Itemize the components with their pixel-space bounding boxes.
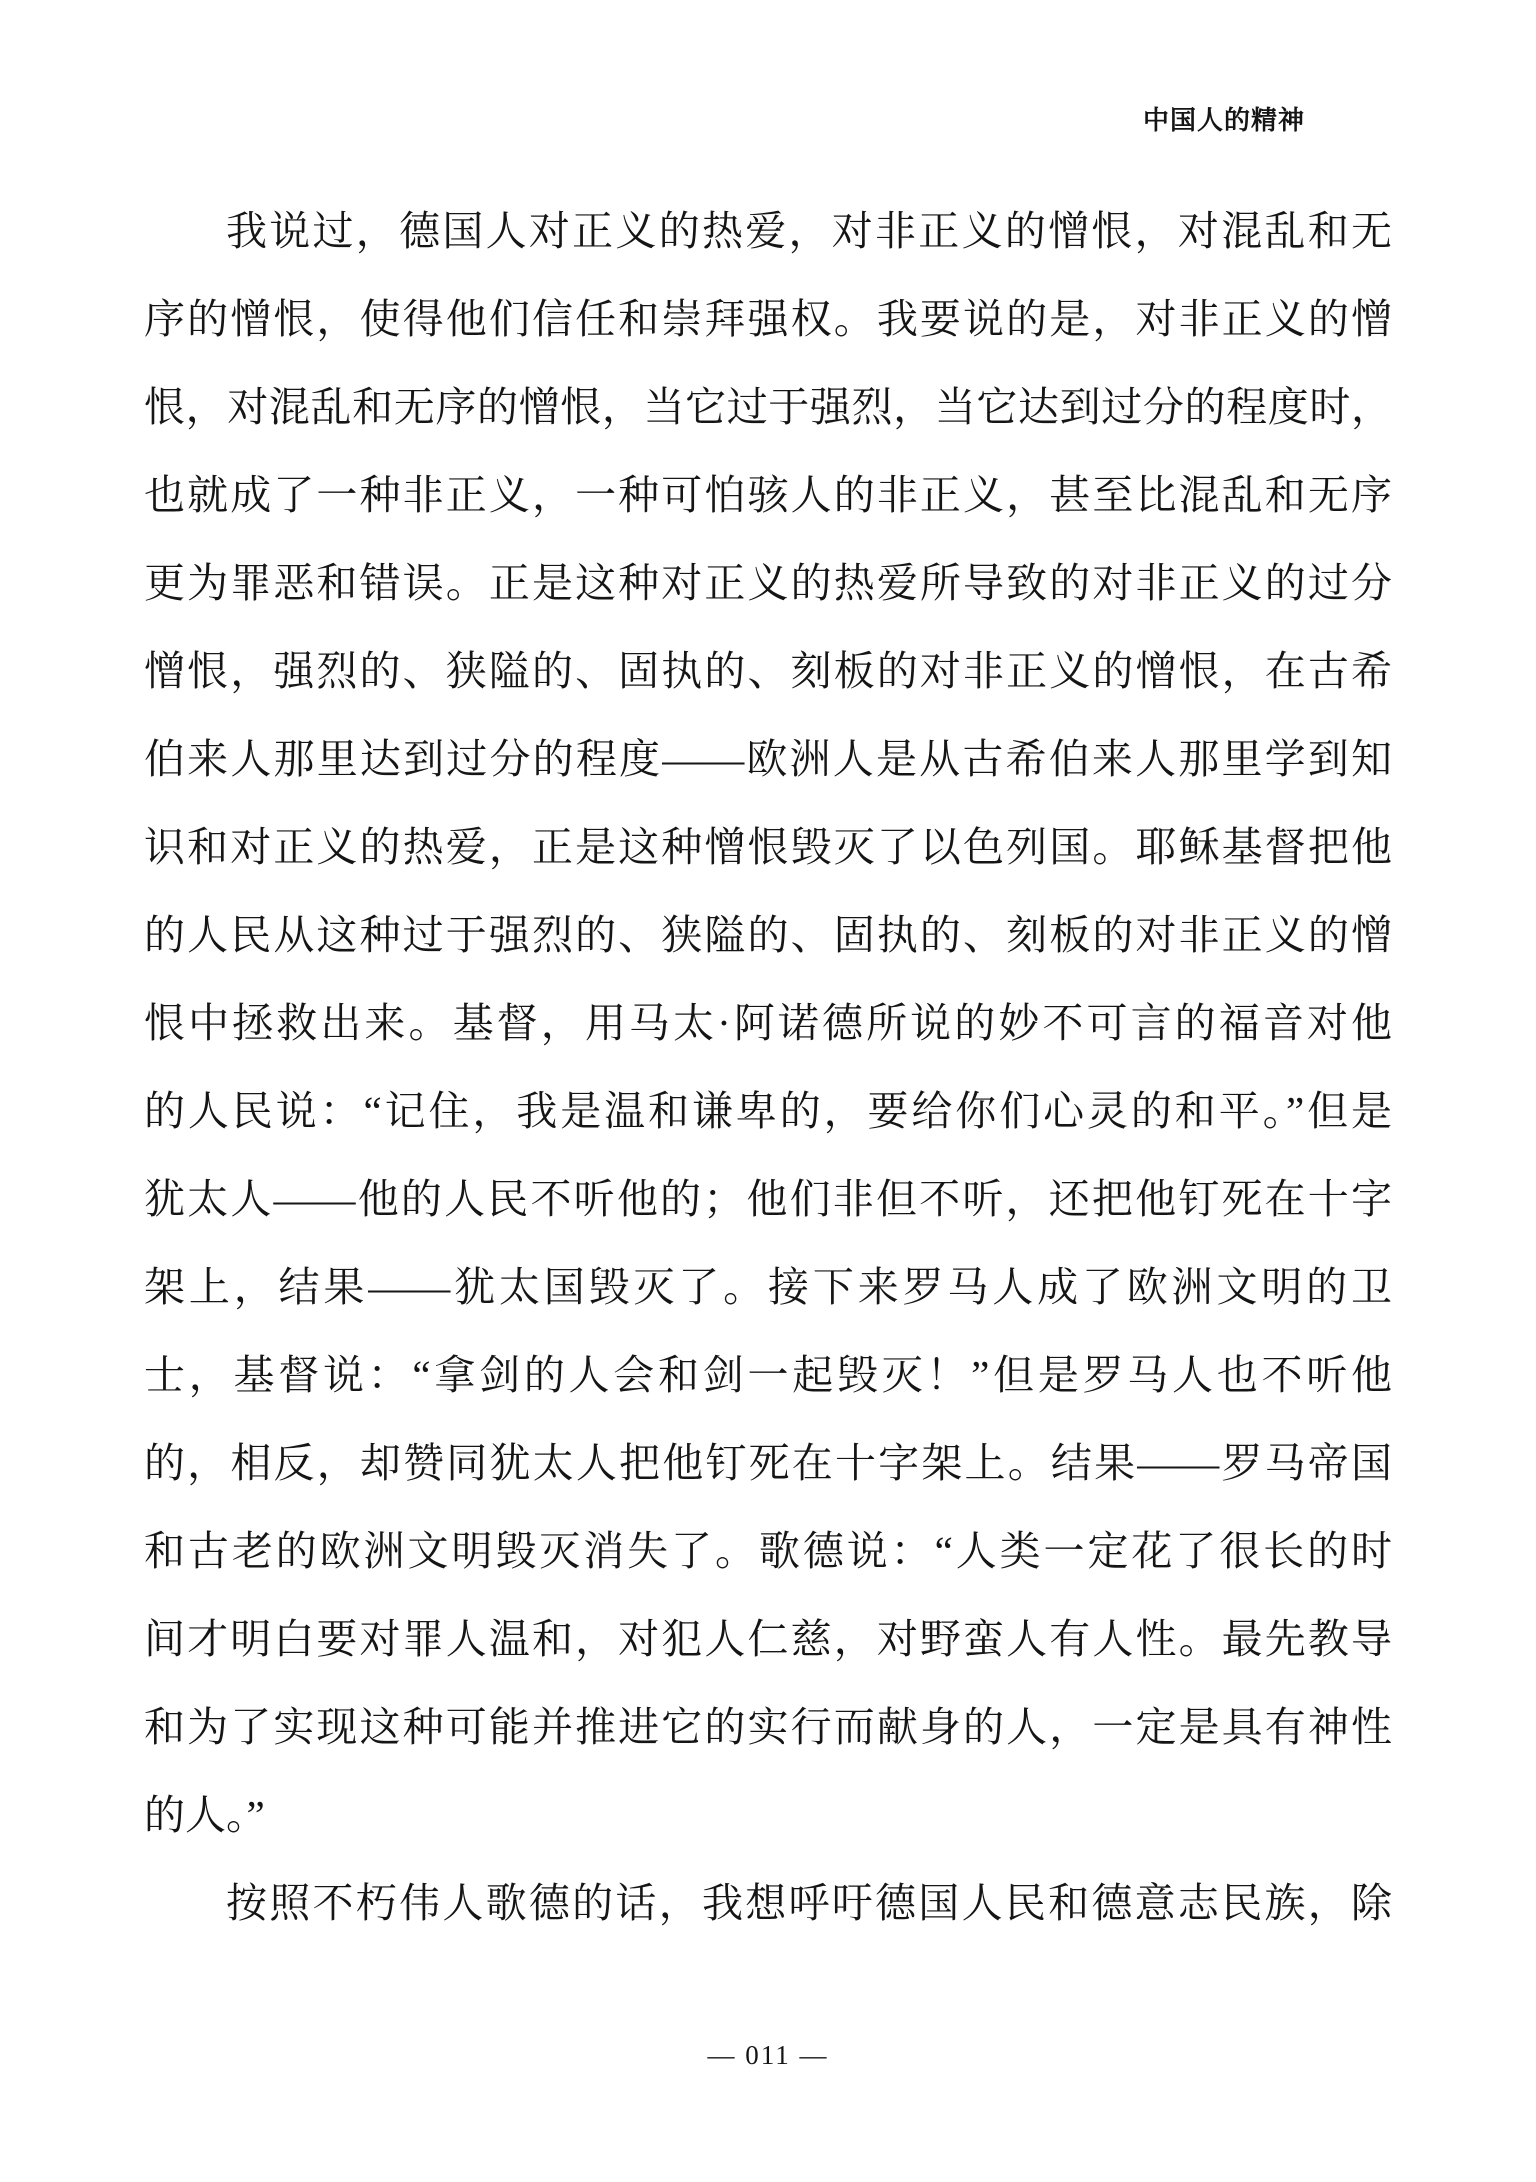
- running-header: 中国人的精神: [1142, 106, 1305, 135]
- body-text: [144, 187, 1392, 1947]
- text-line: 士，基督说：“拿剑的人会和剑一起毁灭！”但是罗马人也不听他: [144, 1352, 1392, 1398]
- text-line: 我说过，德国人对正义的热爱，对非正义的憎恨，对混乱和无: [226, 208, 1392, 254]
- text-line: 间才明白要对罪人温和，对犯人仁慈，对野蛮人有人性。最先教导: [144, 1616, 1392, 1662]
- text-line: 恨中拯救出来。基督，用马太·阿诺德所说的妙不可言的福音对他: [144, 1000, 1392, 1046]
- text-line: 犹太人——他的人民不听他的；他们非但不听，还把他钉死在十字: [144, 1176, 1392, 1222]
- text-line: 伯来人那里达到过分的程度——欧洲人是从古希伯来人那里学到知: [144, 736, 1392, 782]
- text-line: 和为了实现这种可能并推进它的实行而献身的人，一定是具有神性: [144, 1704, 1392, 1750]
- paragraph: [144, 187, 1392, 1859]
- text-line: 的人民从这种过于强烈的、狭隘的、固执的、刻板的对非正义的憎: [144, 912, 1392, 958]
- text-line: 和古老的欧洲文明毁灭消失了。歌德说：“人类一定花了很长的时: [144, 1528, 1392, 1574]
- page-number: — 011 —: [707, 2040, 829, 2070]
- text-line: 的人。”: [144, 1792, 265, 1838]
- text-line: 也就成了一种非正义，一种可怕骇人的非正义，甚至比混乱和无序: [144, 472, 1392, 518]
- text-line: 按照不朽伟人歌德的话，我想呼吁德国人民和德意志民族，除: [226, 1880, 1392, 1926]
- text-line: 架上，结果——犹太国毁灭了。接下来罗马人成了欧洲文明的卫: [144, 1264, 1392, 1310]
- paragraph: [144, 1859, 1392, 1947]
- text-line: 恨，对混乱和无序的憎恨，当它过于强烈，当它达到过分的程度时，: [144, 384, 1392, 430]
- text-line: 的，相反，却赞同犹太人把他钉死在十字架上。结果——罗马帝国: [144, 1440, 1392, 1486]
- text-line: 憎恨，强烈的、狭隘的、固执的、刻板的对非正义的憎恨，在古希: [144, 648, 1392, 694]
- text-line: 更为罪恶和错误。正是这种对正义的热爱所导致的对非正义的过分: [144, 560, 1392, 606]
- text-line: 序的憎恨，使得他们信任和崇拜强权。我要说的是，对非正义的憎: [144, 296, 1392, 342]
- text-line: 识和对正义的热爱，正是这种憎恨毁灭了以色列国。耶稣基督把他: [144, 824, 1392, 870]
- text-line: 的人民说：“记住，我是温和谦卑的，要给你们心灵的和平。”但是: [144, 1088, 1392, 1134]
